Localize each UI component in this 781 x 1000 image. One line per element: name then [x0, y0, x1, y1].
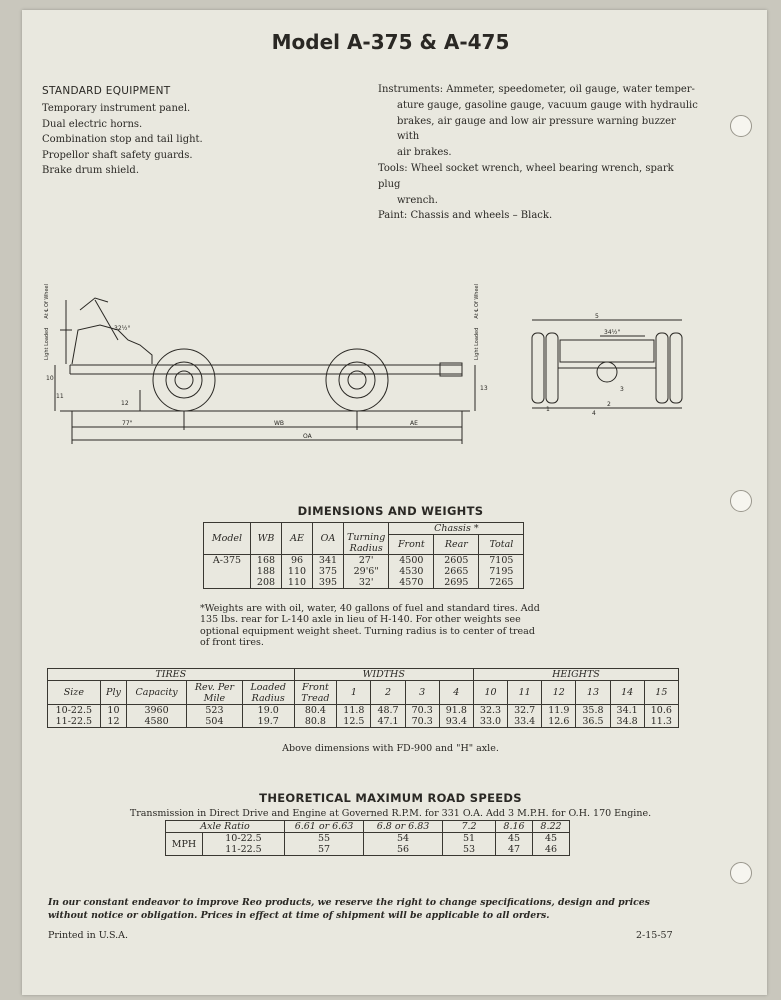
label-77: 77"	[122, 420, 133, 427]
cell-model: A-375	[204, 555, 251, 589]
callout-10: 10	[46, 375, 54, 382]
widths-group-header: WIDTHS	[294, 669, 473, 681]
instruments-line: air brakes.	[397, 147, 452, 159]
col-ratio-3: 7.2	[443, 821, 496, 833]
col-ratio-1: 6.61 or 6.63	[285, 821, 364, 833]
cell-total: 7105 7195 7265	[479, 555, 524, 589]
cell-front: 4500 4530 4570	[389, 555, 434, 589]
instruments-line: ature gauge, gasoline gauge, vacuum gauge with hydraulic	[397, 99, 698, 111]
label-oa: OA	[303, 433, 312, 440]
instruments-line: Instruments: Ammeter, speedometer, oil gauge, water temper-	[378, 84, 695, 95]
rear-tire-outer-right	[670, 333, 682, 403]
col-rear: Rear	[434, 535, 479, 555]
col-ply: Ply	[100, 681, 126, 705]
rear-tire-inner-left	[546, 333, 558, 403]
col-height-10: 10	[473, 681, 507, 705]
label-34: 34½"	[604, 329, 621, 336]
standard-equipment-heading: STANDARD EQUIPMENT	[42, 85, 171, 97]
col-rev-per-mile: Rev. Per Mile	[186, 681, 242, 705]
equipment-item: Brake drum shield.	[42, 165, 139, 177]
chassis-diagram	[0, 0, 781, 460]
cell-loaded: 19.0 19.7	[242, 705, 294, 728]
cell-height-15: 10.6 11.3	[644, 705, 678, 728]
cell-oa: 341 375 395	[313, 555, 344, 589]
weights-note: *Weights are with oil, water, 40 gallons of fuel and standard tires. Add 135 lbs. rear for L-140 axle in lieu of H-140. For other weights see optional equipment weight sheet. Turning radius is to center of tread of front tires.	[200, 603, 540, 649]
cell-mph: MPH	[166, 833, 203, 856]
equipment-item: Dual electric horns.	[42, 118, 143, 130]
cell-height-10: 32.3 33.0	[473, 705, 507, 728]
cell-width-3: 70.3 70.3	[405, 705, 439, 728]
col-size: Size	[48, 681, 101, 705]
col-model: Model	[204, 523, 251, 555]
dimensions-heading: DIMENSIONS AND WEIGHTS	[297, 504, 484, 518]
col-turning-radius: Turning Radius	[344, 523, 389, 555]
tools-line: Tools: Wheel socket wrench, wheel bearing wrench, spark plug	[378, 162, 674, 190]
rear-tire-inner-right	[656, 333, 668, 403]
dimensions-table	[203, 522, 524, 589]
col-capacity: Capacity	[127, 681, 187, 705]
tires-caption: Above dimensions with FD-900 and "H" axle.	[282, 743, 499, 754]
col-ae: AE	[282, 523, 313, 555]
cell-rear: 2605 2665 2695	[434, 555, 479, 589]
speeds-heading: THEORETICAL MAXIMUM ROAD SPEEDS	[259, 791, 522, 805]
cowl-outline	[72, 325, 152, 364]
callout-4: 4	[592, 410, 596, 417]
punch-hole	[730, 862, 752, 884]
printed-in: Printed in U.S.A.	[48, 930, 129, 941]
callout-1: 1	[546, 406, 550, 413]
paint-line: Paint: Chassis and wheels – Black.	[378, 210, 553, 222]
rear-body-outline	[560, 340, 654, 362]
differential-housing	[597, 362, 617, 382]
col-width-4: 4	[439, 681, 473, 705]
heights-group-header: HEIGHTS	[473, 669, 678, 681]
callout-2: 2	[607, 401, 611, 408]
cell-turning: 27' 29'6" 32'	[344, 555, 389, 589]
col-front: Front	[389, 535, 434, 555]
col-ratio-5: 8.22	[533, 821, 570, 833]
col-height-15: 15	[644, 681, 678, 705]
tools-line: wrench.	[397, 194, 438, 206]
label-light-loaded: Light Loaded	[474, 327, 480, 360]
cell-width-1: 11.8 12.5	[337, 705, 371, 728]
footer-notice: In our constant endeavor to improve Reo products, we reserve the right to change specifications, design and prices without notice or obligation. Prices in effect at time of shipment will be applicable to all orders.	[48, 897, 650, 921]
instruments-line: brakes, air gauge and low air pressure warning buzzer with	[397, 115, 676, 143]
col-width-3: 3	[405, 681, 439, 705]
rear-wheel-rim	[339, 362, 375, 398]
col-loaded-radius: Loaded Radius	[242, 681, 294, 705]
tires-group-header: TIRES	[48, 669, 295, 681]
rear-tire-outer-left	[532, 333, 544, 403]
steering-column	[95, 300, 118, 340]
cell-size: 10-22.5 11-22.5	[48, 705, 101, 728]
cell-speed: 55 57	[285, 833, 364, 856]
col-width-2: 2	[371, 681, 405, 705]
cell-width-2: 48.7 47.1	[371, 705, 405, 728]
col-ratio-2: 6.8 or 6.83	[364, 821, 443, 833]
col-height-14: 14	[610, 681, 644, 705]
cell-wb: 168 188 208	[251, 555, 282, 589]
cell-ae: 96 110 110	[282, 555, 313, 589]
label-wb: WB	[274, 420, 285, 427]
cell-capacity: 3960 4580	[127, 705, 187, 728]
cell-speed: 51 53	[443, 833, 496, 856]
col-height-12: 12	[542, 681, 576, 705]
equipment-item: Temporary instrument panel.	[42, 103, 191, 114]
print-date: 2-15-57	[636, 930, 673, 941]
cell-height-13: 35.8 36.5	[576, 705, 610, 728]
col-axle-ratio: Axle Ratio	[166, 821, 285, 833]
chassis-group-header: Chassis *	[389, 523, 524, 535]
cell-speed: 54 56	[364, 833, 443, 856]
cell-height-12: 11.9 12.6	[542, 705, 576, 728]
cell-rev: 523 504	[186, 705, 242, 728]
page-title: Model A-375 & A-475	[271, 30, 510, 54]
col-ratio-4: 8.16	[496, 821, 533, 833]
equipment-item: Combination stop and tail light.	[42, 134, 203, 146]
label-light-loaded: Light Loaded	[44, 327, 50, 360]
equipment-item: Propellor shaft safety guards.	[42, 149, 193, 161]
callout-12: 12	[121, 400, 129, 407]
label-at-cl-of-wheel: At ℄ Of Wheel	[44, 284, 50, 319]
seat-back	[60, 300, 72, 364]
cell-width-4: 91.8 93.4	[439, 705, 473, 728]
callout-11: 11	[56, 393, 64, 400]
front-wheel-rim	[166, 362, 202, 398]
rear-wheel	[326, 349, 388, 411]
speeds-subtitle: Transmission in Direct Drive and Engine at Governed R.P.M. for 331 O.A. Add 3 M.P.H. for O.H. 170 Engine.	[129, 808, 652, 819]
label-angle: 32½°	[114, 325, 131, 332]
col-oa: OA	[313, 523, 344, 555]
col-width-1: 1	[337, 681, 371, 705]
cell-front-tread: 80.4 80.8	[294, 705, 337, 728]
callout-3: 3	[620, 386, 624, 393]
front-wheel	[153, 349, 215, 411]
label-ae: AE	[410, 420, 418, 427]
callout-5: 5	[595, 313, 599, 320]
cell-ply: 10 12	[100, 705, 126, 728]
col-total: Total	[479, 535, 524, 555]
tires-widths-heights-table	[47, 668, 679, 728]
cell-speed: 45 46	[533, 833, 570, 856]
callout-13: 13	[480, 385, 488, 392]
cell-tire-size: 10-22.5 11-22.5	[203, 833, 285, 856]
cell-height-14: 34.1 34.8	[610, 705, 644, 728]
col-front-tread: Front Tread	[294, 681, 337, 705]
label-at-cl-of-wheel: At ℄ Of Wheel	[474, 284, 480, 319]
cell-height-11: 32.7 33.4	[508, 705, 542, 728]
steering-wheel	[80, 298, 108, 310]
road-speeds-table	[165, 820, 570, 856]
col-height-13: 13	[576, 681, 610, 705]
col-height-11: 11	[508, 681, 542, 705]
col-wb: WB	[251, 523, 282, 555]
cell-speed: 45 47	[496, 833, 533, 856]
